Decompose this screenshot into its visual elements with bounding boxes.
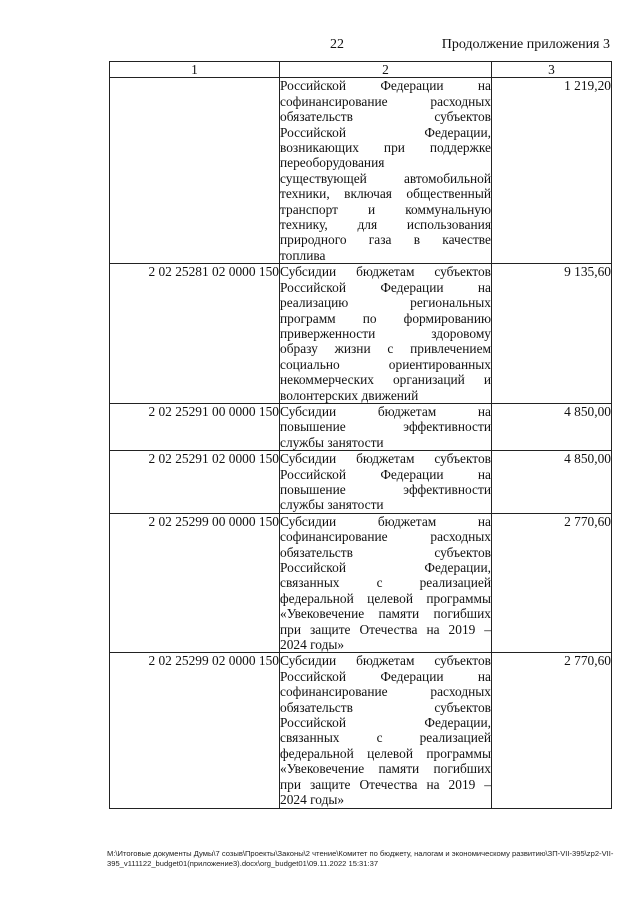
description-line: 2024 годы»: [280, 792, 345, 808]
description-line: техники, включая общественный: [280, 186, 491, 202]
description-cell: [280, 264, 492, 404]
description-line: связанных с реализацией: [280, 575, 491, 591]
amount-cell: 9 135,60: [492, 264, 612, 404]
description-line: реализацию региональных: [280, 295, 491, 311]
budget-code-cell: 2 02 25299 00 0000 150: [110, 513, 280, 653]
description-cell: [280, 451, 492, 514]
description-line: софинансирование расходных: [280, 684, 491, 700]
description-line: при защите Отечества на 2019 –: [280, 776, 491, 792]
description-line: переоборудования: [280, 155, 385, 171]
budget-code-cell: 2 02 25299 02 0000 150: [110, 653, 280, 808]
description-line: повышение эффективности: [280, 481, 491, 497]
budget-code-cell: [110, 78, 280, 264]
description-line: Российской Федерации,: [280, 124, 491, 140]
description-line: при защите Отечества на 2019 –: [280, 621, 491, 637]
description-line: программ по формированию: [280, 310, 491, 326]
description-line: Российской Федерации на: [280, 78, 491, 94]
table-row: [110, 264, 612, 404]
page-number: 22: [330, 37, 344, 52]
table-row: [110, 403, 612, 450]
description-line: обязательств субъектов: [280, 699, 491, 715]
description-line: Субсидии бюджетам субъектов: [280, 653, 491, 669]
amount-cell: 4 850,00: [492, 451, 612, 514]
description-line: возникающих при поддержке: [280, 140, 491, 156]
budget-code-cell: 2 02 25291 02 0000 150: [110, 451, 280, 514]
description-line: Российской Федерации на: [280, 466, 491, 482]
description-line: некоммерческих организаций и: [280, 372, 491, 388]
budget-code-cell: 2 02 25281 02 0000 150: [110, 264, 280, 404]
column-header-3: 3: [492, 62, 612, 78]
description-line: федеральной целевой программы: [280, 590, 491, 606]
table-row: [110, 78, 612, 264]
description-line: связанных с реализацией: [280, 730, 491, 746]
description-line: службы занятости: [280, 434, 384, 450]
description-line: Российской Федерации на: [280, 279, 491, 295]
description-line: Российской Федерации на: [280, 668, 491, 684]
description-line: «Увековечение памяти погибших: [280, 761, 491, 777]
description-line: волонтерских движений: [280, 387, 419, 403]
column-header-1: 1: [110, 62, 280, 78]
description-line: существующей автомобильной: [280, 170, 491, 186]
description-line: Субсидии бюджетам на: [280, 513, 491, 529]
column-header-2: 2: [280, 62, 492, 78]
description-line: социально ориентированных: [280, 356, 491, 372]
description-line: обязательств субъектов: [280, 109, 491, 125]
description-line: природного газа в качестве: [280, 232, 491, 248]
description-line: Российской Федерации,: [280, 715, 491, 731]
amount-cell: 2 770,60: [492, 513, 612, 653]
description-line: Российской Федерации,: [280, 560, 491, 575]
description-cell: [280, 403, 492, 450]
description-line: Субсидии бюджетам субъектов: [280, 451, 491, 467]
description-line: софинансирование расходных: [280, 529, 491, 545]
description-cell: [280, 653, 492, 808]
table-row: [110, 513, 612, 653]
amount-cell: 4 850,00: [492, 403, 612, 450]
budget-table: [109, 61, 612, 809]
table-row: [110, 653, 612, 808]
description-line: образу жизни с привлечением: [280, 341, 491, 357]
description-cell: [280, 78, 492, 264]
amount-cell: 1 219,20: [492, 78, 612, 264]
description-line: приверженности здоровому: [280, 325, 491, 341]
description-line: повышение эффективности: [280, 419, 491, 435]
description-line: транспорт и коммунальную: [280, 201, 491, 217]
amount-cell: 2 770,60: [492, 653, 612, 808]
description-line: Субсидии бюджетам на: [280, 403, 491, 419]
table-row: [110, 451, 612, 514]
description-cell: [280, 513, 492, 653]
description-line: софинансирование расходных: [280, 93, 491, 109]
description-line: топлива: [280, 247, 326, 263]
description-line: технику, для использования: [280, 217, 491, 233]
document-path-footer: М:\Итоговые документы Думы\7 созыв\Проекты\Законы\2 чтение\Комитет по бюджету, налогам и экономическому развитию\ЗП-VII-395\zp2-VII-395_v111122_budget01(приложение3).docx\org_budget01\09.11.2022 15:31:37: [107, 849, 614, 868]
budget-code-cell: 2 02 25291 00 0000 150: [110, 403, 280, 450]
description-line: федеральной целевой программы: [280, 745, 491, 761]
description-line: службы занятости: [280, 497, 384, 513]
description-line: «Увековечение памяти погибших: [280, 606, 491, 622]
table-header-row: [110, 62, 612, 78]
description-line: обязательств субъектов: [280, 544, 491, 560]
description-line: 2024 годы»: [280, 637, 345, 653]
continuation-label: Продолжение приложения 3: [441, 37, 610, 52]
description-line: Субсидии бюджетам субъектов: [280, 264, 491, 280]
